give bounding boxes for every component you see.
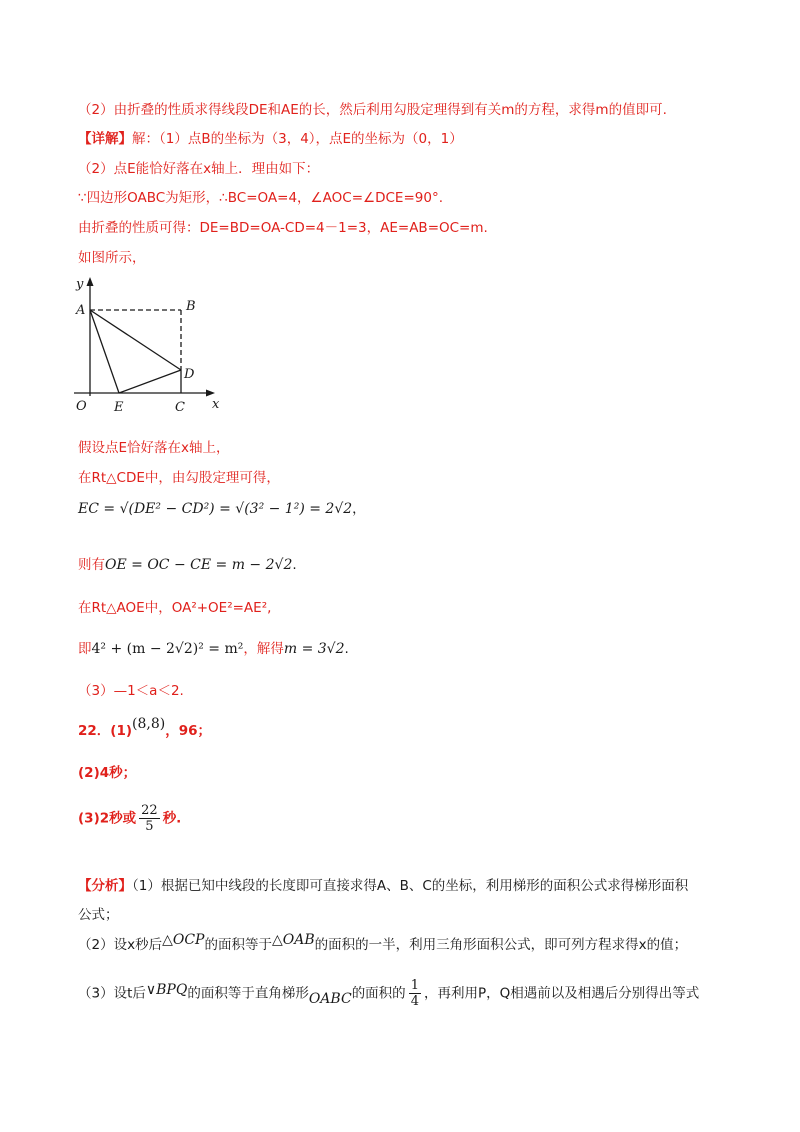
label-O: O: [76, 399, 87, 414]
segment-ED: [119, 370, 181, 393]
text-line-13: （3）—1＜a＜2.: [78, 683, 184, 699]
trapezoid-oabc: OABC: [308, 990, 352, 1007]
label-D: D: [184, 367, 195, 382]
detail-tag: 【详解】: [78, 131, 132, 147]
triangle-oab: △OAB: [271, 932, 315, 948]
text-line-19: （2）设x秒后△OCP的面积等于△OAB的面积的一半，利用三角形面积公式，即可列方程求得x的值；: [78, 932, 688, 953]
text-line-6: 如图所示，: [78, 250, 146, 266]
text-line-15: (2)4秒；: [78, 765, 137, 781]
formula-m: m = 3√2: [283, 641, 345, 657]
text-line-4: ∵四边形OABC为矩形，∴BC=OA=4，∠AOC=∠DCE=90°.: [78, 190, 443, 206]
label-A: A: [76, 303, 86, 318]
label-C: C: [175, 400, 185, 415]
triangle-ocp: △OCP: [162, 932, 205, 948]
text-line-5: 由折叠的性质可得：DE=BD=OA-CD=4－1=3，AE=AB=OC=m.: [78, 220, 488, 236]
text-line-11: 在Rt△AOE中，OA²+OE²=AE²,: [78, 600, 272, 616]
y-axis: [87, 277, 94, 396]
segment-AE: [90, 310, 119, 393]
label-B: B: [186, 299, 196, 314]
text-line-10: 则有OE = OC − CE = m − 2√2.: [78, 557, 297, 573]
text-line-16: (3)2秒或 $\frac{22}{5}$ 秒.: [78, 803, 182, 834]
text-line-2: 【详解】解：（1）点B的坐标为（3，4），点E的坐标为（0，1）: [78, 131, 463, 147]
fraction-22-over-5: $\frac{22}{5}$: [141, 803, 158, 834]
point-8-8: (8,8): [132, 716, 166, 732]
geometry-figure: [60, 272, 230, 420]
label-y: y: [76, 277, 84, 292]
segment-AD: [90, 310, 181, 370]
fraction-1-over-4: $\frac{1}{4}$: [410, 978, 419, 1009]
text-line-12: 即4² + (m − 2√2)² = m²，解得m = 3√2.: [78, 641, 349, 657]
label-x: x: [212, 397, 220, 412]
triangle-bpq: ∨BPQ: [145, 981, 188, 998]
text-line-18: 公式；: [78, 907, 119, 923]
text-line-17: 【分析】（1）根据已知中线段的长度即可直接求得A、B、C的坐标，利用梯形的面积公式求得梯形面积: [78, 878, 689, 894]
text-line-3: （2）点E能恰好落在x轴上．理由如下：: [78, 161, 320, 177]
formula-ec: EC = √(DE² − CD²) = √(3² − 1²) = 2√2，: [78, 501, 366, 517]
text-line-1: （2）由折叠的性质求得线段DE和AE的长，然后利用勾股定理得到有关m的方程，求得m的值即可.: [78, 102, 667, 118]
label-E: E: [114, 400, 124, 415]
formula-oe: OE = OC − CE = m − 2√2: [105, 557, 293, 573]
text-line-14: 22．(1)(8,8)，96；: [78, 716, 212, 739]
analysis-tag: 【分析】: [78, 878, 132, 894]
formula-equation: 4² + (m − 2√2)² = m²: [91, 641, 244, 657]
x-axis: [74, 390, 215, 397]
text-line-7: 假设点E恰好落在x轴上，: [78, 440, 230, 456]
text-line-20: （3）设t后∨BPQ的面积等于直角梯形OABC的面积的 $\frac{1}{4}$ ，再利用P，Q相遇前以及相遇后分别得出等式: [78, 978, 700, 1009]
text-line-8: 在Rt△CDE中，由勾股定理可得，: [78, 470, 280, 486]
